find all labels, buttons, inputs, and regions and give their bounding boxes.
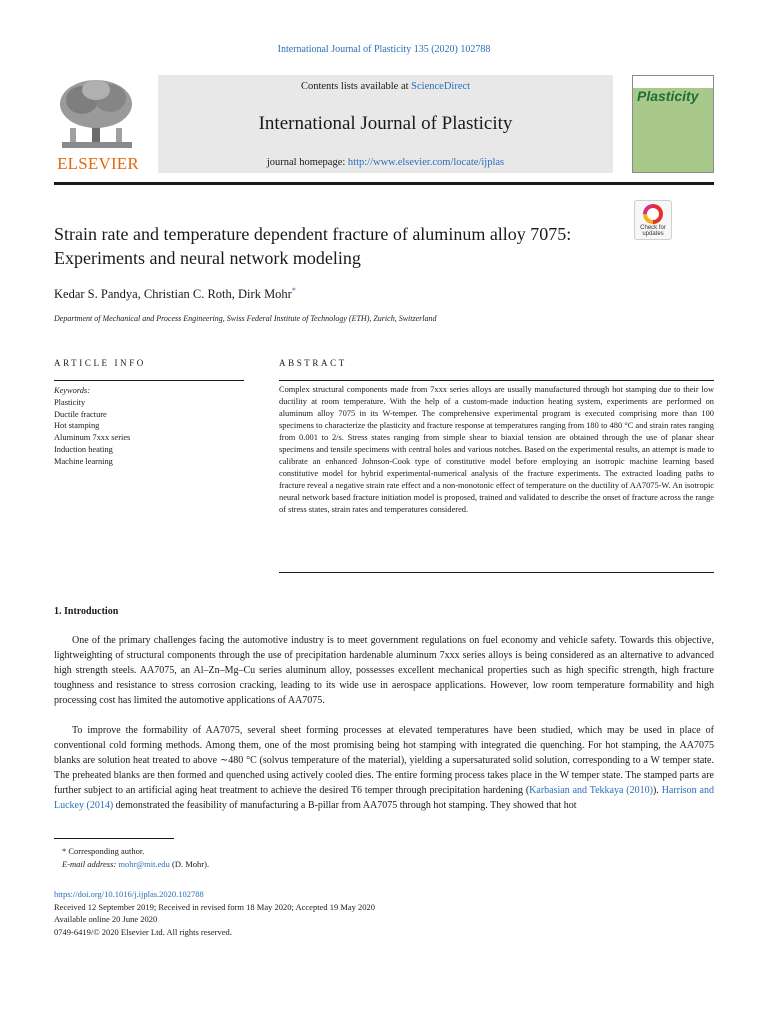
journal-title: International Journal of Plasticity bbox=[258, 113, 513, 134]
keyword: Ductile fracture bbox=[54, 409, 107, 419]
email-line bbox=[62, 858, 209, 871]
email-suffix: (D. Mohr). bbox=[172, 859, 210, 869]
header-divider bbox=[54, 182, 714, 185]
doi-link[interactable]: https://doi.org/10.1016/j.ijplas.2020.102788 bbox=[54, 889, 204, 899]
homepage-line bbox=[158, 157, 613, 168]
keyword: Machine learning bbox=[54, 456, 113, 466]
email-link[interactable]: mohr@mit.edu bbox=[118, 859, 170, 869]
contents-prefix: Contents lists available at bbox=[300, 81, 412, 92]
keyword: Aluminum 7xxx series bbox=[54, 433, 131, 443]
citation-link[interactable]: Harrison and Luckey (2014) bbox=[54, 785, 714, 811]
contents-line bbox=[158, 81, 613, 92]
received-dates: Received 12 September 2019; Received in revised form 18 May 2020; Accepted 19 May 2020 bbox=[54, 901, 376, 912]
footnote-divider bbox=[54, 838, 174, 839]
corresponding-author-note bbox=[62, 845, 209, 858]
publication-info bbox=[54, 888, 375, 938]
abstract-text: Complex structural components made from 7xxx series alloys are usually manufactured through hot stamping due to their low ductility at room temperature. With the help of a custom-made induction heating system, experiments are performed on aluminum alloy 7075 in its W-temper. The comprehensive experimental program is executed comprising more than 100 specimens to characterize the plasticity and fracture response at temperatures ranging from 180 to 480 °C and strain rates ranging from 0.001 to 2/s. Stress states ranging from simple shear to biaxial tension are obtained through the use of planar shear specimens and tensile specimens with central holes and various notches. Based on the experimental results, an attempt is made to calibrate an enhanced Johnson-Cook type of constitutive model before employing an isotropic machine learning based constitutive model for hybrid experimental-numerical analysis of the fracture experiments. The extracted loading paths to fracture reveal a negative strain rate effect and a non-monotonic effect of temperature on the ductility of AA7075-W. An isotropic neural network based fracture initiation model is proposed, trained and validated to describe the onset of fracture across the range of stress states, strain rates and temperatures considered. bbox=[279, 385, 714, 514]
abstract-divider bbox=[279, 380, 714, 381]
keyword: Hot stamping bbox=[54, 421, 100, 431]
paragraph-text: ). bbox=[652, 785, 662, 796]
section-heading: 1. Introduction bbox=[54, 606, 119, 617]
cover-header bbox=[633, 76, 713, 88]
author-separator: , bbox=[231, 287, 239, 302]
abstract-heading: ABSTRACT bbox=[279, 358, 347, 368]
paragraph-text: demonstrated the feasibility of manufacturing a B-pillar from AA7075 through hot stamping. They showed that hot bbox=[113, 800, 577, 811]
paragraph-text: To improve the formability of AA7075, several sheet forming processes at elevated temperatures have been studied, which may be used in place of conventional cold forming methods. Among them, one of the most promising being hot stamping with integrated die quenching. For hot stamping, the AA7075 blanks are solution heat treated to above ∼480 °C (solvus temperature of the material), yielding a supersaturated solid solution, corresponding to a W temper state. The preheated blanks are then formed and quenched using actively cooled dies. The entire forming process takes place in the W temper state. The stamped parts are further subject to an artificial aging heat treatment to achieve the desired T6 temper through precipitation hardening ( bbox=[54, 725, 714, 796]
homepage-link[interactable]: http://www.elsevier.com/locate/ijplas bbox=[347, 157, 505, 168]
sciencedirect-link[interactable]: ScienceDirect bbox=[411, 81, 471, 92]
available-online: Available online 20 June 2020 bbox=[54, 914, 158, 924]
footnote bbox=[62, 845, 209, 871]
author-separator: , bbox=[137, 287, 144, 302]
elsevier-logo bbox=[54, 78, 142, 174]
crossmark-icon bbox=[643, 204, 663, 224]
author-list bbox=[54, 286, 296, 302]
keywords-list bbox=[54, 385, 130, 468]
email-label: E-mail address: bbox=[62, 859, 117, 869]
homepage-prefix: journal homepage: bbox=[266, 157, 348, 168]
author-name[interactable]: Christian C. Roth bbox=[143, 287, 232, 302]
elsevier-wordmark: ELSEVIER bbox=[57, 154, 139, 173]
affiliation: Department of Mechanical and Process Engineering, Swiss Federal Institute of Technology (ETH), Zurich, Switzerland bbox=[54, 314, 437, 323]
check-updates-label: Check for updates bbox=[640, 225, 666, 237]
body-paragraph bbox=[54, 723, 714, 813]
abstract-bottom-divider bbox=[279, 572, 714, 573]
author-name[interactable]: Dirk Mohr bbox=[238, 287, 292, 302]
elsevier-tree-icon bbox=[56, 78, 138, 150]
corresponding-label: Corresponding author. bbox=[68, 846, 145, 856]
article-title: Strain rate and temperature dependent fracture of aluminum alloy 7075: Experiments and neural network modeling bbox=[54, 224, 572, 268]
keyword: Plasticity bbox=[54, 397, 86, 407]
cover-title: Plasticity bbox=[637, 88, 699, 104]
issn-copyright: 0749-6419/© 2020 Elsevier Ltd. All rights reserved. bbox=[54, 926, 232, 937]
journal-citation[interactable]: International Journal of Plasticity 135 (2020) 102788 bbox=[277, 44, 491, 55]
article-info-divider bbox=[54, 380, 244, 381]
keywords-label: Keywords: bbox=[54, 386, 90, 395]
footnote-marker: * bbox=[62, 846, 67, 856]
article-info-heading: ARTICLE INFO bbox=[54, 358, 146, 368]
check-for-updates-button[interactable] bbox=[634, 200, 672, 240]
journal-cover-image[interactable] bbox=[632, 75, 714, 173]
keyword: Induction heating bbox=[54, 444, 113, 454]
citation-link[interactable]: Karbasian and Tekkaya (2010) bbox=[529, 785, 653, 796]
author-name[interactable]: Kedar S. Pandya bbox=[54, 287, 138, 302]
journal-banner bbox=[158, 75, 613, 173]
body-paragraph: One of the primary challenges facing the automotive industry is to meet government regulations on fuel economy and vehicle safety. Towards this objective, lightweighting of structural components through the use of precipitation hardenable aluminum 7xxx series alloys is being considered as an alternative to advanced high strength steels. AA7075, an Al–Zn–Mg–Cu series aluminum alloy, possesses excellent mechanical properties such as high specific strength, high fracture toughness and resistance to stress corrosion cracking, leading to its wide use in aerospace applications. However, low room temperature formability and high processing cost has limited the automotive applications of AA7075. bbox=[54, 635, 714, 706]
corresponding-author-marker[interactable]: * bbox=[291, 286, 296, 295]
